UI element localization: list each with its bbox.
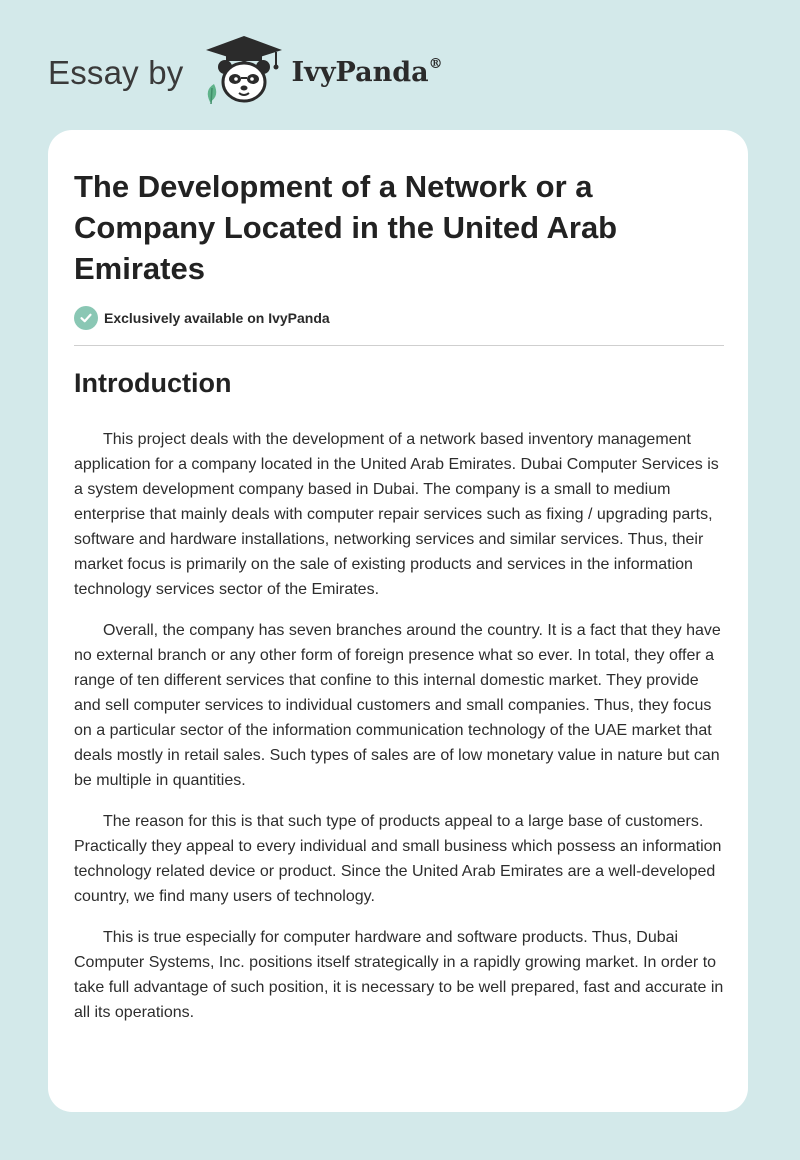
site-header xyxy=(0,0,800,130)
essay-body xyxy=(74,427,726,1041)
panda-graduate-icon xyxy=(200,34,288,106)
exclusive-label: Exclusively available on IvyPanda xyxy=(104,310,330,326)
essay-title: The Development of a Network or a Company Located in the United Arab Emirates xyxy=(74,169,618,286)
divider xyxy=(74,345,724,346)
essay-by-label: Essay by xyxy=(48,53,184,91)
brand-logo-link[interactable] xyxy=(48,38,443,106)
exclusive-badge xyxy=(74,306,330,330)
paragraph: Overall, the company has seven branches around the country. It is a fact that they have no external branch or any other form of foreign presence what so ever. In total, they offer a range of ten different services that confine to this internal domestic market. They provide and sell computer services to individual customers and small companies. Thus, they focus on a particular sector of the information communication technology of the UAE market that deals mostly in retail sales. Such types of sales are of low monetary value in nature but can be multiple in quantities. xyxy=(74,622,721,789)
paragraph: This is true especially for computer hardware and software products. Thus, Dubai Computer Systems, Inc. positions itself strategically in a rapidly growing market. In order to take full advantage of such position, it is necessary to be well prepared, fast and accurate in all its operations. xyxy=(74,929,724,1021)
essay-card xyxy=(48,130,748,1112)
logo-wordmark: IvyPanda® xyxy=(291,55,443,88)
section-heading: Introduction xyxy=(74,368,232,398)
paragraph: The reason for this is that such type of products appeal to a large base of customers. Practically they appeal to every individual and small business which possess an information technology related device or product. Since the United Arab Emirates are a well-developed country, we find many users of technology. xyxy=(74,813,722,905)
paragraph: This project deals with the development of a network based inventory management application for a company located in the United Arab Emirates. Dubai Computer Services is a system development company based in Dubai. The company is a small to medium enterprise that mainly deals with computer repair services such as fixing / upgrading parts, software and hardware installations, networking services and similar services. Thus, their market focus is primarily on the sale of existing products and services in the information technology services sector of the Emirates. xyxy=(74,431,719,598)
ivypanda-logo xyxy=(200,38,443,106)
checkmark-icon xyxy=(74,306,98,330)
